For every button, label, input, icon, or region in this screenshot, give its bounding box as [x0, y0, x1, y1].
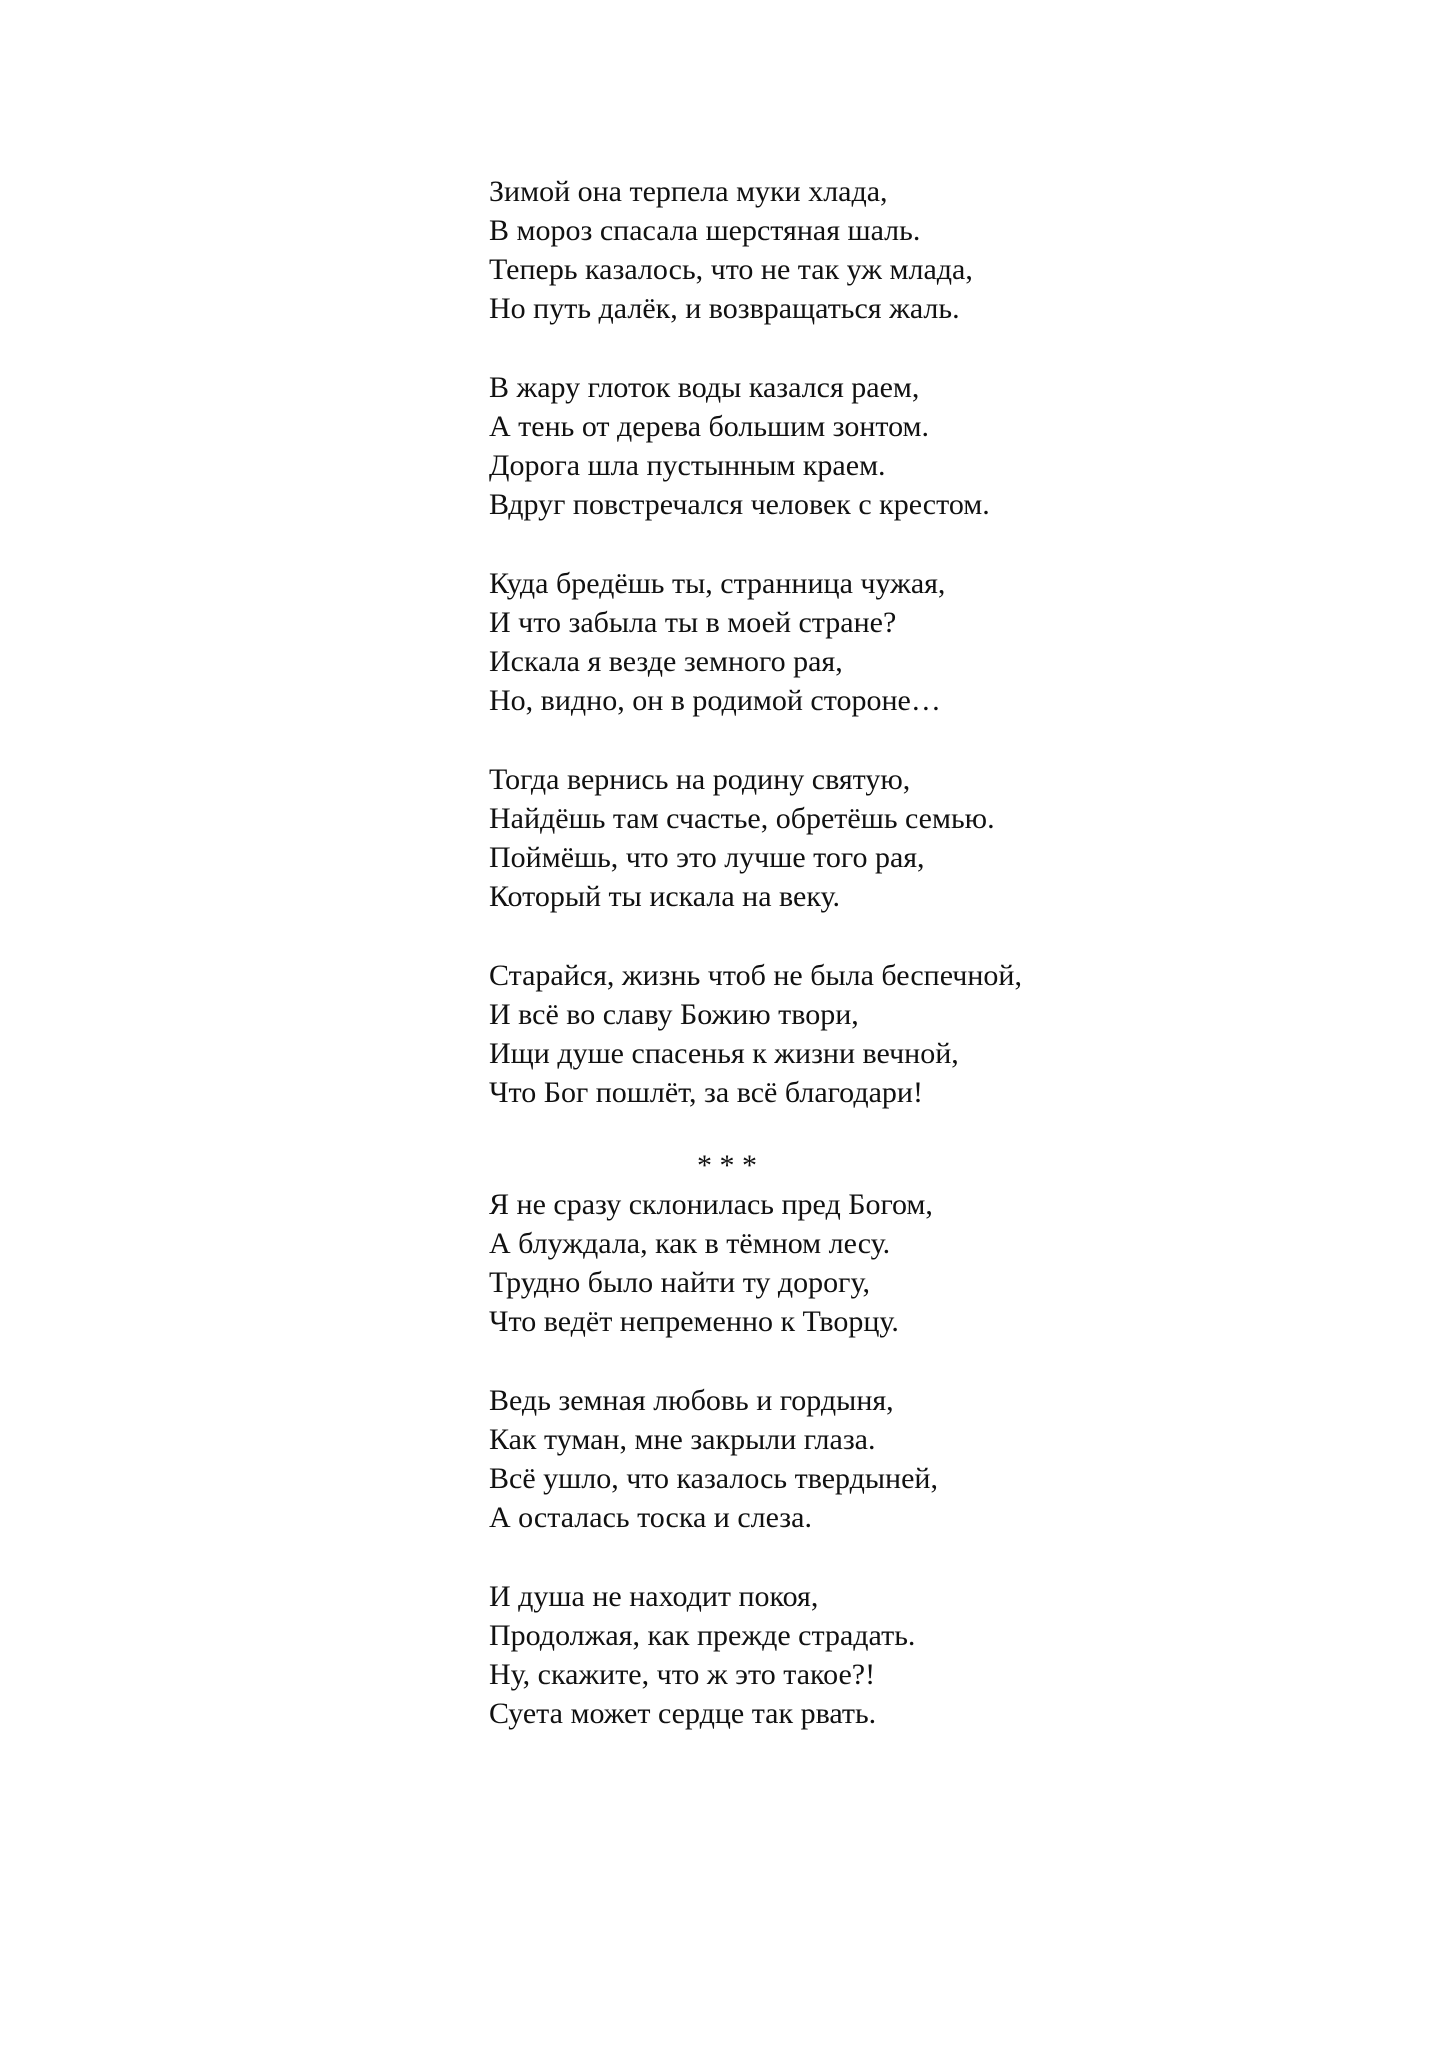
poem-text — [489, 172, 1309, 1773]
poem-line: И душа не находит покоя, — [489, 1580, 819, 1613]
poem-line: Ищи душе спасенья к жизни вечной, — [489, 1037, 959, 1070]
poem-line: А осталась тоска и слеза. — [489, 1501, 812, 1534]
poem-line: Ведь земная любовь и гордыня, — [489, 1384, 894, 1417]
poem-separator: * * * — [697, 1149, 757, 1182]
poem-line: Тогда вернись на родину святую, — [489, 763, 911, 796]
poem-line: А тень от дерева большим зонтом. — [489, 410, 930, 443]
poem-line: Но путь далёк, и возвращаться жаль. — [489, 292, 960, 325]
poem-line: Всё ушло, что казалось твердыней, — [489, 1462, 938, 1495]
poem-line: Я не сразу склонилась пред Богом, — [489, 1188, 933, 1221]
stanza — [489, 1185, 1309, 1341]
stanza — [489, 172, 1309, 328]
stanza — [489, 760, 1309, 916]
poem-line: Ну, скажите, что ж это такое?! — [489, 1658, 876, 1691]
poem-line: Старайся, жизнь чтоб не была беспечной, — [489, 959, 1022, 992]
poem-line: Вдруг повстречался человек с крестом. — [489, 488, 990, 521]
poem-line: И всё во славу Божию твори, — [489, 998, 859, 1031]
poem-line: Поймёшь, что это лучше того рая, — [489, 841, 925, 874]
poem-line: Искала я везде земного рая, — [489, 645, 843, 678]
poem-line: А блуждала, как в тёмном лесу. — [489, 1227, 891, 1260]
stanza — [489, 956, 1309, 1112]
stanza — [489, 368, 1309, 524]
stanza — [489, 1577, 1309, 1733]
poem-line: В жару глоток воды казался раем, — [489, 371, 920, 404]
poem-line: Дорога шла пустынным краем. — [489, 449, 886, 482]
poem-line: Суета может сердце так рвать. — [489, 1697, 877, 1730]
poem-line: Но, видно, он в родимой стороне… — [489, 684, 941, 717]
poem-line: Что Бог пошлёт, за всё благодари! — [489, 1076, 923, 1109]
poem-line: В мороз спасала шерстяная шаль. — [489, 214, 921, 247]
stanza — [489, 564, 1309, 720]
poem-line: Зимой она терпела муки хлада, — [489, 175, 888, 208]
poem-line: Найдёшь там счастье, обретёшь семью. — [489, 802, 995, 835]
poem-line: Что ведёт непременно к Творцу. — [489, 1305, 899, 1338]
poem-line: Продолжая, как прежде страдать. — [489, 1619, 916, 1652]
stanza — [489, 1381, 1309, 1537]
poem-line: Трудно было найти ту дорогу, — [489, 1266, 870, 1299]
poem-line: Как туман, мне закрыли глаза. — [489, 1423, 876, 1456]
poem-line: И что забыла ты в моей стране? — [489, 606, 897, 639]
poem-line: Который ты искала на веку. — [489, 880, 840, 913]
poem-line: Куда бредёшь ты, странница чужая, — [489, 567, 946, 600]
poem-line: Теперь казалось, что не так уж млада, — [489, 253, 973, 286]
